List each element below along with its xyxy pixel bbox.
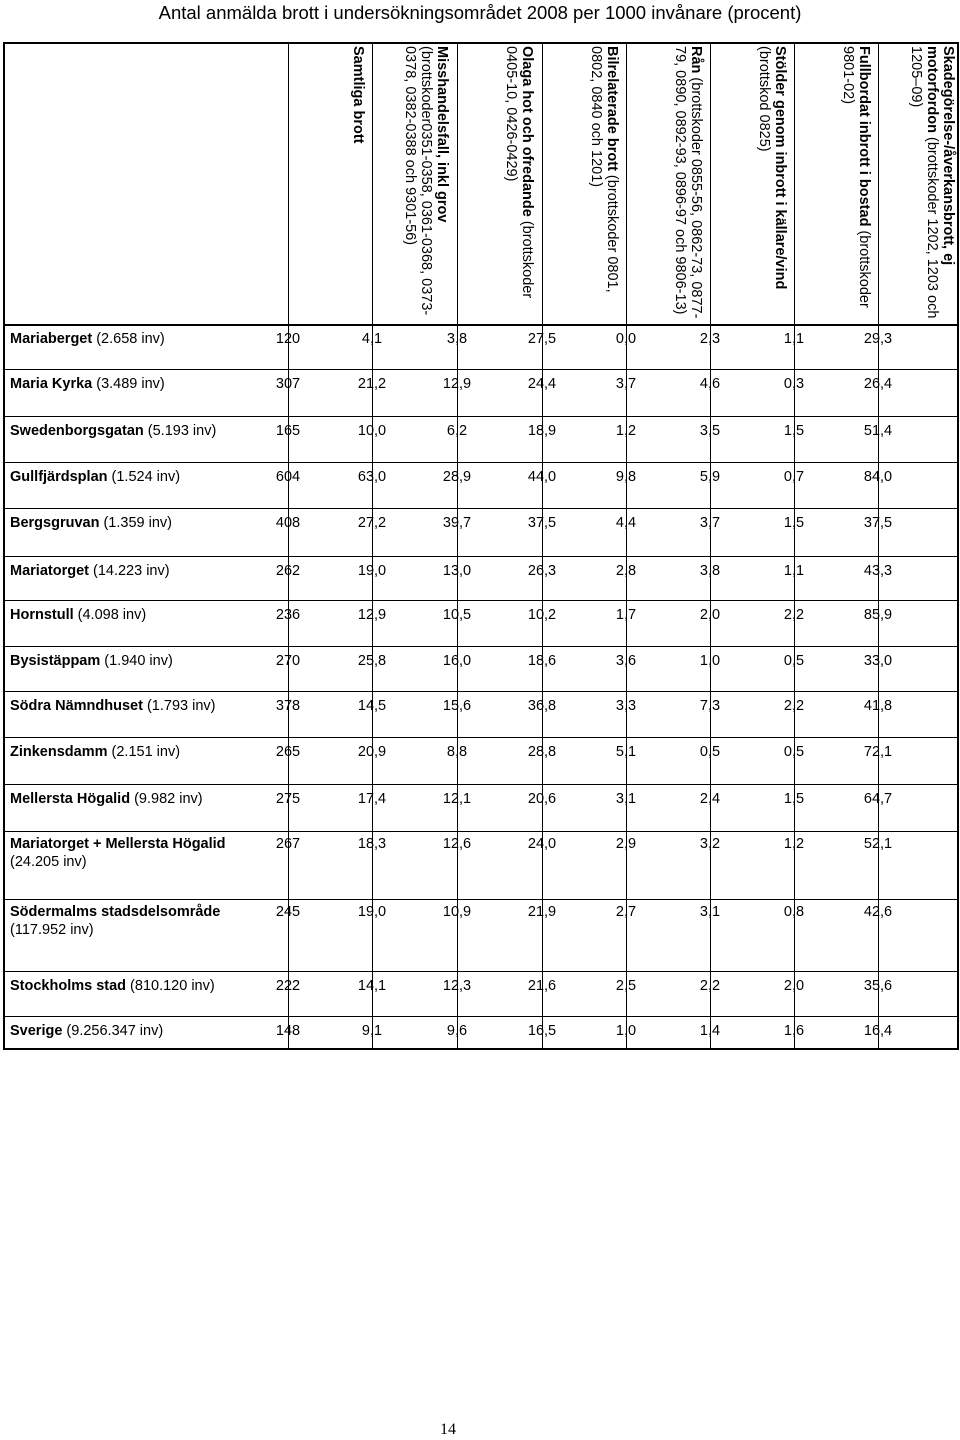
row-label — [10, 1022, 163, 1040]
row-divider — [5, 971, 957, 972]
table-cell: 1,5 — [783, 515, 805, 531]
row-population: (1.359 inv) — [99, 515, 172, 531]
table-cell: 378 — [275, 698, 301, 714]
row-area-name: Bysistäppam — [10, 653, 101, 669]
table-cell: 27,2 — [357, 515, 387, 531]
table-cell: 9,1 — [361, 1023, 383, 1039]
column-header-codes: (brottskoder 9801-02) — [840, 46, 872, 308]
column-header — [372, 46, 456, 322]
table-cell: 10,5 — [442, 607, 472, 623]
table-cell: 17,4 — [357, 791, 387, 807]
row-area-name: Södra Nämndhuset — [10, 698, 143, 714]
table-cell: 604 — [275, 469, 301, 485]
table-cell: 0,5 — [783, 744, 805, 760]
row-divider — [5, 691, 957, 692]
row-area-name: Bergsgruvan — [10, 515, 100, 531]
row-divider — [5, 369, 957, 370]
table-cell: 3,6 — [615, 653, 637, 669]
row-population: (24.205 inv) — [10, 854, 87, 870]
table-cell: 14,5 — [357, 698, 387, 714]
table-cell: 1,6 — [783, 1023, 805, 1039]
table-cell: 0,7 — [783, 469, 805, 485]
table-cell: 2,0 — [699, 607, 721, 623]
table-cell: 1,7 — [615, 607, 637, 623]
row-area-name: Mellersta Högalid — [10, 791, 131, 807]
row-divider — [5, 831, 957, 832]
column-header — [626, 46, 710, 322]
table-cell: 39,7 — [442, 515, 472, 531]
row-divider — [5, 462, 957, 463]
row-label — [10, 330, 165, 348]
column-header-title: Misshandelsfall, inkl grov — [434, 46, 450, 223]
table-cell: 2,9 — [615, 836, 637, 852]
table-cell: 0,5 — [699, 744, 721, 760]
table-cell: 26,3 — [527, 563, 557, 579]
table-cell: 3,1 — [699, 904, 721, 920]
table-cell: 28,8 — [527, 744, 557, 760]
row-population: (14.223 inv) — [88, 563, 170, 579]
table-cell: 4,6 — [699, 376, 721, 392]
row-divider — [5, 784, 957, 785]
table-cell: 42,6 — [863, 904, 893, 920]
row-divider — [5, 416, 957, 417]
table-cell: 21,9 — [527, 904, 557, 920]
table-cell: 1,5 — [783, 791, 805, 807]
table-cell: 72,1 — [863, 744, 893, 760]
table-cell: 7,3 — [699, 698, 721, 714]
table-cell: 10,0 — [357, 423, 387, 439]
table-cell: 2,2 — [783, 607, 805, 623]
column-header-title: Samtliga brott — [350, 46, 366, 144]
table-cell: 120 — [275, 331, 301, 347]
table-cell: 0,8 — [783, 904, 805, 920]
column-header-text — [756, 46, 788, 324]
table-cell: 3,8 — [699, 563, 721, 579]
column-header-text — [588, 46, 620, 324]
column-header — [794, 46, 878, 322]
table-cell: 37,5 — [527, 515, 557, 531]
table-cell: 18,3 — [357, 836, 387, 852]
table-cell: 270 — [275, 653, 301, 669]
table-cell: 20,6 — [527, 791, 557, 807]
table-cell: 1,1 — [783, 563, 805, 579]
table-cell: 16,5 — [527, 1023, 557, 1039]
table-cell: 5,1 — [615, 744, 637, 760]
table-cell: 85,9 — [863, 607, 893, 623]
table-cell: 12,9 — [442, 376, 472, 392]
row-label — [10, 514, 172, 532]
column-header — [878, 46, 960, 322]
table-cell: 63,0 — [357, 469, 387, 485]
table-cell: 5,9 — [699, 469, 721, 485]
table-cell: 19,0 — [357, 904, 387, 920]
table-cell: 44,0 — [527, 469, 557, 485]
table-cell: 8,8 — [446, 744, 468, 760]
table-cell: 4,1 — [361, 331, 383, 347]
row-label — [10, 977, 215, 995]
column-header — [542, 46, 626, 322]
table-cell: 29,3 — [863, 331, 893, 347]
row-label — [10, 468, 180, 486]
table-cell: 64,7 — [863, 791, 893, 807]
table-cell: 0,0 — [615, 331, 637, 347]
table-cell: 6,2 — [446, 423, 468, 439]
column-header-text — [672, 46, 704, 324]
table-cell: 3,2 — [699, 836, 721, 852]
column-header-text — [503, 46, 535, 324]
table-cell: 16,4 — [863, 1023, 893, 1039]
row-divider — [5, 899, 957, 900]
table-cell: 1,2 — [783, 836, 805, 852]
column-header-text — [402, 46, 450, 324]
row-area-name: Hornstull — [10, 607, 74, 623]
row-area-name: Swedenborgsgatan — [10, 423, 144, 439]
table-cell: 222 — [275, 978, 301, 994]
row-label — [10, 375, 165, 393]
table-cell: 28,9 — [442, 469, 472, 485]
column-header-title: Olaga hot och ofredande — [519, 46, 535, 217]
table-cell: 27,5 — [527, 331, 557, 347]
row-population: (9.982 inv) — [130, 791, 203, 807]
row-label — [10, 422, 216, 440]
row-label — [10, 697, 215, 715]
row-area-name: Mariatorget + Mellersta Högalid — [10, 836, 226, 852]
row-label — [10, 743, 180, 761]
table-cell: 16,0 — [442, 653, 472, 669]
row-label — [10, 562, 170, 580]
table-cell: 12,6 — [442, 836, 472, 852]
table-cell: 33,0 — [863, 653, 893, 669]
table-cell: 148 — [275, 1023, 301, 1039]
table-cell: 13,0 — [442, 563, 472, 579]
row-population: (810.120 inv) — [126, 978, 215, 994]
row-population: (117.952 inv) — [10, 922, 94, 938]
table-cell: 2,0 — [783, 978, 805, 994]
row-divider — [5, 737, 957, 738]
column-header-text — [840, 46, 872, 324]
table-cell: 43,3 — [863, 563, 893, 579]
table-cell: 408 — [275, 515, 301, 531]
row-area-name: Zinkensdamm — [10, 744, 108, 760]
table-cell: 24,4 — [527, 376, 557, 392]
row-population: (1.524 inv) — [107, 469, 181, 485]
column-header-codes: (brottskoder0351-0358, 0361-0368, 0373-0378, 0382-0388 och 9301-56) — [402, 46, 434, 316]
table-cell: 275 — [275, 791, 301, 807]
table-cell: 2,2 — [783, 698, 805, 714]
column-header-codes: (brottskod 0825) — [756, 46, 772, 152]
column-header-title: Rån — [688, 46, 704, 74]
row-area-name: Mariatorget — [10, 563, 89, 579]
table-cell: 37,5 — [863, 515, 893, 531]
table-cell: 3,7 — [615, 376, 637, 392]
column-header-title: Bilrelaterade brott — [604, 46, 620, 171]
table-cell: 245 — [275, 904, 301, 920]
page-number: 14 — [440, 1421, 456, 1438]
table-cell: 14,1 — [357, 978, 387, 994]
row-label — [10, 652, 173, 670]
row-area-name: Maria Kyrka — [10, 376, 93, 392]
table-cell: 265 — [275, 744, 301, 760]
row-population: (5.193 inv) — [143, 423, 217, 439]
table-cell: 262 — [275, 563, 301, 579]
table-cell: 1,2 — [615, 423, 637, 439]
table-cell: 2,8 — [615, 563, 637, 579]
table-cell: 10,9 — [442, 904, 472, 920]
row-area-name: Södermalms stadsdelsområde — [10, 904, 221, 920]
table-cell: 2,4 — [699, 791, 721, 807]
table-cell: 236 — [275, 607, 301, 623]
row-population: (2.658 inv) — [92, 331, 165, 347]
table-cell: 15,6 — [442, 698, 472, 714]
table-cell: 3,5 — [699, 423, 721, 439]
table-cell: 19,0 — [357, 563, 387, 579]
table-cell: 2,3 — [699, 331, 721, 347]
table-cell: 0,3 — [783, 376, 805, 392]
row-label — [10, 606, 146, 624]
table-cell: 20,9 — [357, 744, 387, 760]
column-header — [710, 46, 794, 322]
column-header-codes: (brottskoder 1202, 1203 och 1205–09) — [908, 46, 940, 319]
table-cell: 1,5 — [783, 423, 805, 439]
table-cell: 41,8 — [863, 698, 893, 714]
column-header-title: Skadegörelse-/åverkansbrott, ej motorfordon — [924, 46, 956, 266]
table-cell: 21,6 — [527, 978, 557, 994]
column-header-title: Stölder genom inbrott i källare/vind — [772, 46, 788, 290]
row-label — [10, 903, 220, 939]
column-header-title: Fullbordat inbrott i bostad — [856, 46, 872, 227]
row-population: (1.940 inv) — [100, 653, 173, 669]
row-divider — [5, 556, 957, 557]
table-cell: 52,1 — [863, 836, 893, 852]
row-divider — [5, 508, 957, 509]
table-cell: 9,8 — [615, 469, 637, 485]
table-cell: 12,9 — [357, 607, 387, 623]
table-cell: 0,5 — [783, 653, 805, 669]
column-header-codes: (brottskoder 0801, 0802, 0840 och 1201) — [588, 46, 620, 293]
table-cell: 307 — [275, 376, 301, 392]
table-cell: 1,4 — [699, 1023, 721, 1039]
table-cell: 2,5 — [615, 978, 637, 994]
table-cell: 51,4 — [863, 423, 893, 439]
row-area-name: Sverige — [10, 1023, 63, 1039]
column-header — [288, 46, 372, 322]
column-header-codes: (brottskoder 0405-10, 0426-0429) — [503, 46, 535, 299]
row-divider — [5, 324, 957, 326]
table-cell: 3,8 — [446, 331, 468, 347]
table-cell: 3,1 — [615, 791, 637, 807]
row-population: (2.151 inv) — [107, 744, 181, 760]
row-population: (9.256.347 inv) — [62, 1023, 164, 1039]
table-cell: 1,0 — [615, 1023, 637, 1039]
table-cell: 165 — [275, 423, 301, 439]
table-cell: 1,1 — [783, 331, 805, 347]
table-cell: 25,8 — [357, 653, 387, 669]
table-cell: 3,3 — [615, 698, 637, 714]
table-title: Antal anmälda brott i undersökningsområdet 2008 per 1000 invånare (procent) — [158, 2, 802, 23]
column-header — [457, 46, 541, 322]
table-cell: 26,4 — [863, 376, 893, 392]
table-cell: 24,0 — [527, 836, 557, 852]
table-cell: 9,6 — [446, 1023, 468, 1039]
row-label — [10, 790, 203, 808]
table-cell: 12,3 — [442, 978, 472, 994]
table-cell: 18,9 — [527, 423, 557, 439]
table-cell: 21,2 — [357, 376, 387, 392]
column-header-text — [908, 46, 956, 324]
row-divider — [5, 1016, 957, 1017]
column-header-text — [350, 46, 366, 324]
row-population: (4.098 inv) — [73, 607, 147, 623]
table-cell: 3,7 — [699, 515, 721, 531]
table-cell: 1,0 — [699, 653, 721, 669]
row-divider — [5, 646, 957, 647]
table-cell: 2,7 — [615, 904, 637, 920]
table-cell: 267 — [275, 836, 301, 852]
row-population: (1.793 inv) — [142, 698, 216, 714]
table-cell: 10,2 — [527, 607, 557, 623]
table-cell: 4,4 — [615, 515, 637, 531]
row-area-name: Stockholms stad — [10, 978, 127, 994]
crime-statistics-table — [3, 42, 959, 1050]
table-cell: 35,6 — [863, 978, 893, 994]
table-cell: 12,1 — [442, 791, 472, 807]
row-divider — [5, 600, 957, 601]
table-cell: 2,2 — [699, 978, 721, 994]
row-area-name: Mariaberget — [10, 331, 93, 347]
table-cell: 18,6 — [527, 653, 557, 669]
table-cell: 36,8 — [527, 698, 557, 714]
table-cell: 84,0 — [863, 469, 893, 485]
row-population: (3.489 inv) — [92, 376, 165, 392]
column-header-codes: (brottskoder 0855-56, 0862-73, 0877-79, 0890, 0892-93, 0896-97 och 9806-13) — [672, 46, 704, 319]
row-label — [10, 835, 226, 871]
row-area-name: Gullfjärdsplan — [10, 469, 108, 485]
